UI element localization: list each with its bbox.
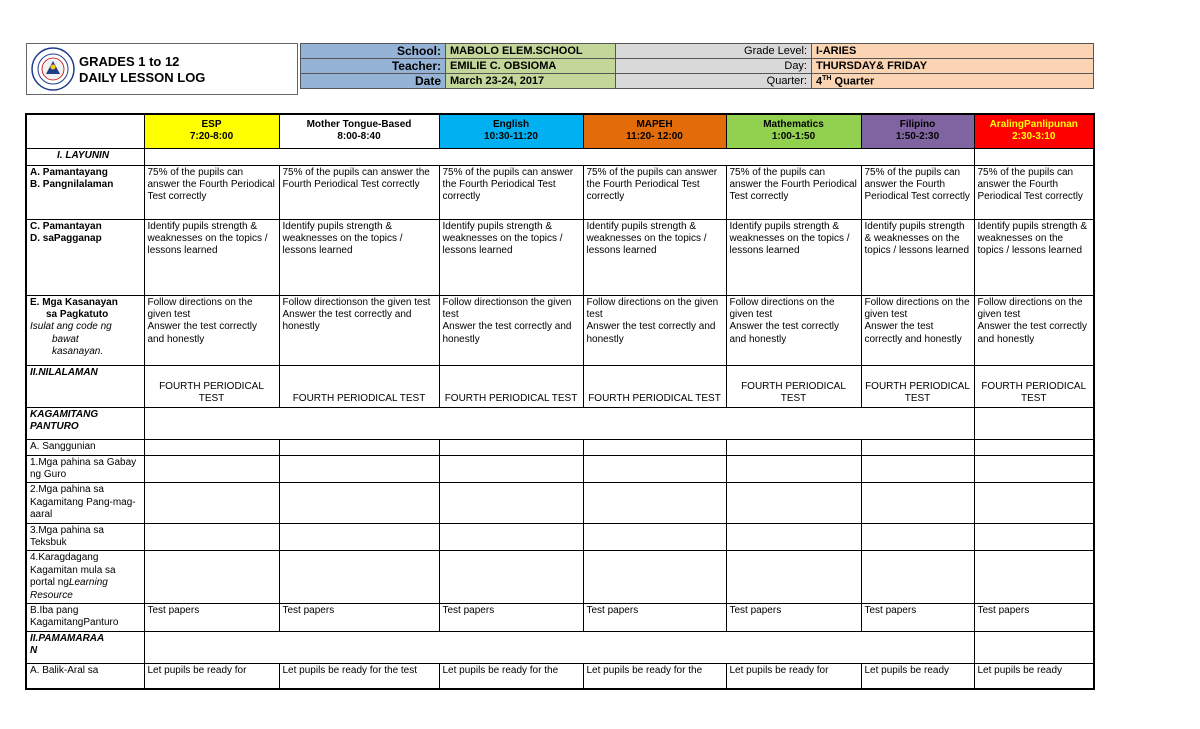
title-line-1: GRADES 1 to 12 (79, 54, 180, 69)
pamantayang-cell: 75% of the pupils can answer the Fourth Periodical Test correctly (583, 165, 726, 219)
iba-pang-row (26, 603, 1094, 631)
kasanayan-cell (279, 295, 439, 365)
empty-cell (974, 631, 1094, 663)
pamantayang-cell: 75% of the pupils can answer the Fourth Periodical Test correctly (279, 165, 439, 219)
empty-cell (279, 439, 439, 455)
balik-aral-cell: Let pupils be ready (861, 663, 974, 689)
balik-aral-label: A. Balik-Aral sa (26, 663, 144, 689)
teacher-label: Teacher: (301, 59, 446, 74)
empty-cell (726, 483, 861, 523)
empty-cell (974, 148, 1094, 165)
balik-aral-row (26, 663, 1094, 689)
sanggunian-label: A. Sanggunian (26, 439, 144, 455)
corner-cell (26, 114, 144, 148)
subject-name: Mathematics (763, 118, 824, 130)
kagamitang-label (26, 407, 144, 439)
empty-cell (583, 439, 726, 455)
title-line-2: DAILY LESSON LOG (79, 70, 206, 85)
layunin-row (26, 148, 1094, 165)
karagdagang-row (26, 551, 1094, 604)
kasanayan-b: Answer the test correctly and honestly (864, 321, 962, 345)
kasanayan-cell (861, 295, 974, 365)
nilalaman-cell: FOURTH PERIODICAL TEST (144, 365, 279, 407)
day-value: THURSDAY& FRIDAY (812, 59, 1094, 74)
deped-seal-icon (31, 47, 75, 91)
empty-cell (279, 455, 439, 483)
kasanayan-cell (583, 295, 726, 365)
nilalaman-cell: FOURTH PERIODICAL TEST (583, 365, 726, 407)
note-1: Isulat ang code ng (30, 321, 112, 333)
iba-pang-cell: Test papers (279, 603, 439, 631)
iba-pang-cell: Test papers (439, 603, 583, 631)
empty-cell (583, 551, 726, 604)
nilalaman-cell: FOURTH PERIODICAL TEST (279, 365, 439, 407)
subject-english (439, 114, 583, 148)
empty-cell (726, 439, 861, 455)
pamantayang-cell: 75% of the pupils can answer the Fourth Periodical Test correctly (439, 165, 583, 219)
empty-cell (439, 455, 583, 483)
kasanayan-cell (974, 295, 1094, 365)
grade-value: I-ARIES (812, 44, 1094, 59)
school-value: MABOLO ELEM.SCHOOL (446, 44, 616, 59)
pamantayang-cell: 75% of the pupils can answer the Fourth Periodical Test correctly (974, 165, 1094, 219)
empty-cell (974, 455, 1094, 483)
empty-cell (726, 523, 861, 551)
empty-cell (279, 523, 439, 551)
header-info-table (300, 43, 1094, 89)
subject-math (726, 114, 861, 148)
subject-time: 2:30-3:10 (1012, 131, 1056, 143)
nilalaman-label: II.NILALAMAN (26, 365, 144, 407)
subject-mtb (279, 114, 439, 148)
subject-mapeh (583, 114, 726, 148)
label-e2: sa Pagkatuto (46, 308, 109, 320)
kasanayan-cell (439, 295, 583, 365)
empty-cell (439, 523, 583, 551)
empty-cell (583, 455, 726, 483)
empty-cell (583, 483, 726, 523)
subject-name: AralingPanlipunan (989, 118, 1078, 130)
empty-cell (861, 483, 974, 523)
header-logo-block (26, 43, 298, 95)
pagganap-cell: Identify pupils strength & weaknesses on the topics / lessons learned (279, 219, 439, 295)
label-b: B. Pangnilalaman (30, 178, 114, 190)
teksbuk-label: 3.Mga pahina sa Teksbuk (26, 523, 144, 551)
learning-resource-text: Learning Resource (30, 577, 108, 601)
empty-cell (144, 148, 974, 165)
kasanayan-b: Answer the test correctly and honestly (729, 321, 839, 345)
empty-cell (439, 483, 583, 523)
pamantayang-row (26, 165, 1094, 219)
pamamaraan-line-1: II.PAMAMARAA (30, 632, 105, 644)
kasanayan-a: Follow directionson the given test (442, 296, 572, 320)
iba-pang-cell: Test papers (726, 603, 861, 631)
note-3: kasanayan. (52, 346, 104, 358)
pagganap-cell: Identify pupils strength & weaknesses on the topics / lessons learned (861, 219, 974, 295)
empty-cell (974, 483, 1094, 523)
empty-cell (439, 551, 583, 604)
nilalaman-row (26, 365, 1094, 407)
empty-cell (726, 455, 861, 483)
subject-time: 8:00-8:40 (337, 131, 381, 143)
subject-time: 11:20- 12:00 (626, 131, 683, 143)
empty-cell (279, 551, 439, 604)
iba-pang-cell: Test papers (861, 603, 974, 631)
empty-cell (861, 551, 974, 604)
subject-name: Mother Tongue-Based (306, 118, 412, 130)
label-d: D. saPagganap (30, 232, 102, 244)
kasanayan-a: Follow directions on the given test (864, 296, 970, 320)
balik-aral-cell: Let pupils be ready for the test (279, 663, 439, 689)
pamamaraan-label (26, 631, 144, 663)
quarter-value: 4TH Quarter (812, 74, 1094, 89)
pamamaraan-row (26, 631, 1094, 663)
kasanayan-a: Follow directionson the given test (282, 296, 431, 308)
grade-label: Grade Level: (616, 44, 812, 59)
karagdagang-label (26, 551, 144, 604)
empty-cell (144, 439, 279, 455)
pagganap-cell: Identify pupils strength & weaknesses on the topics / lessons learned (974, 219, 1094, 295)
sanggunian-row (26, 439, 1094, 455)
pagganap-cell: Identify pupils strength & weaknesses on the topics / lessons learned (726, 219, 861, 295)
kasanayan-b: Answer the test correctly and honestly (147, 321, 257, 345)
kasanayan-label (26, 295, 144, 365)
balik-aral-cell: Let pupils be ready for the (583, 663, 726, 689)
date-label: Date (301, 74, 446, 89)
empty-cell (861, 439, 974, 455)
label-e: E. Mga Kasanayan (30, 296, 118, 308)
log-title (79, 54, 205, 86)
subject-time: 10:30-11:20 (484, 131, 538, 143)
lesson-log-table (25, 113, 1095, 690)
pagganap-row (26, 219, 1094, 295)
nilalaman-cell: FOURTH PERIODICAL TEST (726, 365, 861, 407)
karagdagang-text: 4.Karagdagang Kagamitan mula sa portal ng (30, 552, 116, 589)
kagamitang-line-1: KAGAMITANG (30, 408, 99, 420)
pamantayang-cell: 75% of the pupils can answer the Fourth Periodical Test correctly (144, 165, 279, 219)
teacher-value: EMILIE C. OBSIOMA (446, 59, 616, 74)
kasanayan-b: Answer the test correctly and honestly (442, 321, 572, 345)
kasanayan-b: Answer the test correctly and honestly (586, 321, 716, 345)
iba-pang-cell: Test papers (583, 603, 726, 631)
layunin-label: I. LAYUNIN (26, 148, 144, 165)
pagganap-label (26, 219, 144, 295)
kasanayan-b: Answer the test correctly and honestly (977, 321, 1087, 345)
nilalaman-cell: FOURTH PERIODICAL TEST (439, 365, 583, 407)
empty-cell (726, 551, 861, 604)
empty-cell (583, 523, 726, 551)
empty-cell (144, 631, 974, 663)
date-value: March 23-24, 2017 (446, 74, 616, 89)
pamantayang-cell: 75% of the pupils can answer the Fourth Periodical Test correctly (861, 165, 974, 219)
gabay-label: 1.Mga pahina sa Gabay ng Guro (26, 455, 144, 483)
pang-mag-aaral-label: 2.Mga pahina sa Kagamitang Pang-mag-aaral (26, 483, 144, 523)
empty-cell (861, 455, 974, 483)
kasanayan-a: Follow directions on the given test (586, 296, 719, 320)
subject-name: ESP (201, 118, 222, 130)
pamamaraan-line-2: N (30, 645, 38, 657)
iba-pang-cell: Test papers (974, 603, 1094, 631)
kasanayan-cell (144, 295, 279, 365)
balik-aral-cell: Let pupils be ready for (144, 663, 279, 689)
day-label: Day: (616, 59, 812, 74)
label-a: A. Pamantayang (30, 166, 108, 178)
school-label: School: (301, 44, 446, 59)
balik-aral-cell: Let pupils be ready for (726, 663, 861, 689)
teksbuk-row (26, 523, 1094, 551)
quarter-label: Quarter: (616, 74, 812, 89)
empty-cell (279, 483, 439, 523)
empty-cell (974, 551, 1094, 604)
kasanayan-b: Answer the test correctly and honestly (282, 308, 412, 333)
kasanayan-cell (726, 295, 861, 365)
pagganap-cell: Identify pupils strength & weaknesses on the topics / lessons learned (144, 219, 279, 295)
subject-esp (144, 114, 279, 148)
subject-name: English (492, 118, 530, 130)
subject-name: Filipino (899, 118, 936, 130)
empty-cell (974, 407, 1094, 439)
empty-cell (974, 439, 1094, 455)
gabay-row (26, 455, 1094, 483)
iba-pang-label: B.Iba pang KagamitangPanturo (26, 603, 144, 631)
subject-name: MAPEH (636, 118, 673, 130)
pamantayang-label (26, 165, 144, 219)
kagamitang-line-2: PANTURO (30, 420, 79, 432)
balik-aral-cell: Let pupils be ready (974, 663, 1094, 689)
balik-aral-cell: Let pupils be ready for the (439, 663, 583, 689)
kasanayan-row (26, 295, 1094, 365)
empty-cell (439, 439, 583, 455)
nilalaman-cell: FOURTH PERIODICAL TEST (974, 365, 1094, 407)
subject-time: 1:50-2:30 (895, 131, 940, 143)
empty-cell (974, 523, 1094, 551)
iba-pang-cell: Test papers (144, 603, 279, 631)
subject-time: 7:20-8:00 (189, 131, 234, 143)
note-2: bawat (52, 333, 79, 345)
subject-ap (974, 114, 1094, 148)
subject-time: 1:00-1:50 (771, 131, 816, 143)
empty-cell (144, 407, 974, 439)
pamantayang-cell: 75% of the pupils can answer the Fourth Periodical Test correctly (726, 165, 861, 219)
kasanayan-a: Follow directions on the given test (977, 296, 1083, 320)
kagamitang-row (26, 407, 1094, 439)
pagganap-cell: Identify pupils strength & weaknesses on the topics / lessons learned (439, 219, 583, 295)
pang-mag-aaral-row (26, 483, 1094, 523)
kasanayan-a: Follow directions on the given test (729, 296, 835, 320)
empty-cell (144, 551, 279, 604)
kasanayan-a: Follow directions on the given test (147, 296, 253, 320)
subject-header-row (26, 114, 1094, 148)
subject-filipino (861, 114, 974, 148)
pagganap-cell: Identify pupils strength & weaknesses on the topics / lessons learned (583, 219, 726, 295)
label-c: C. Pamantayan (30, 220, 102, 232)
empty-cell (144, 455, 279, 483)
empty-cell (861, 523, 974, 551)
empty-cell (144, 483, 279, 523)
nilalaman-cell: FOURTH PERIODICAL TEST (861, 365, 974, 407)
empty-cell (144, 523, 279, 551)
